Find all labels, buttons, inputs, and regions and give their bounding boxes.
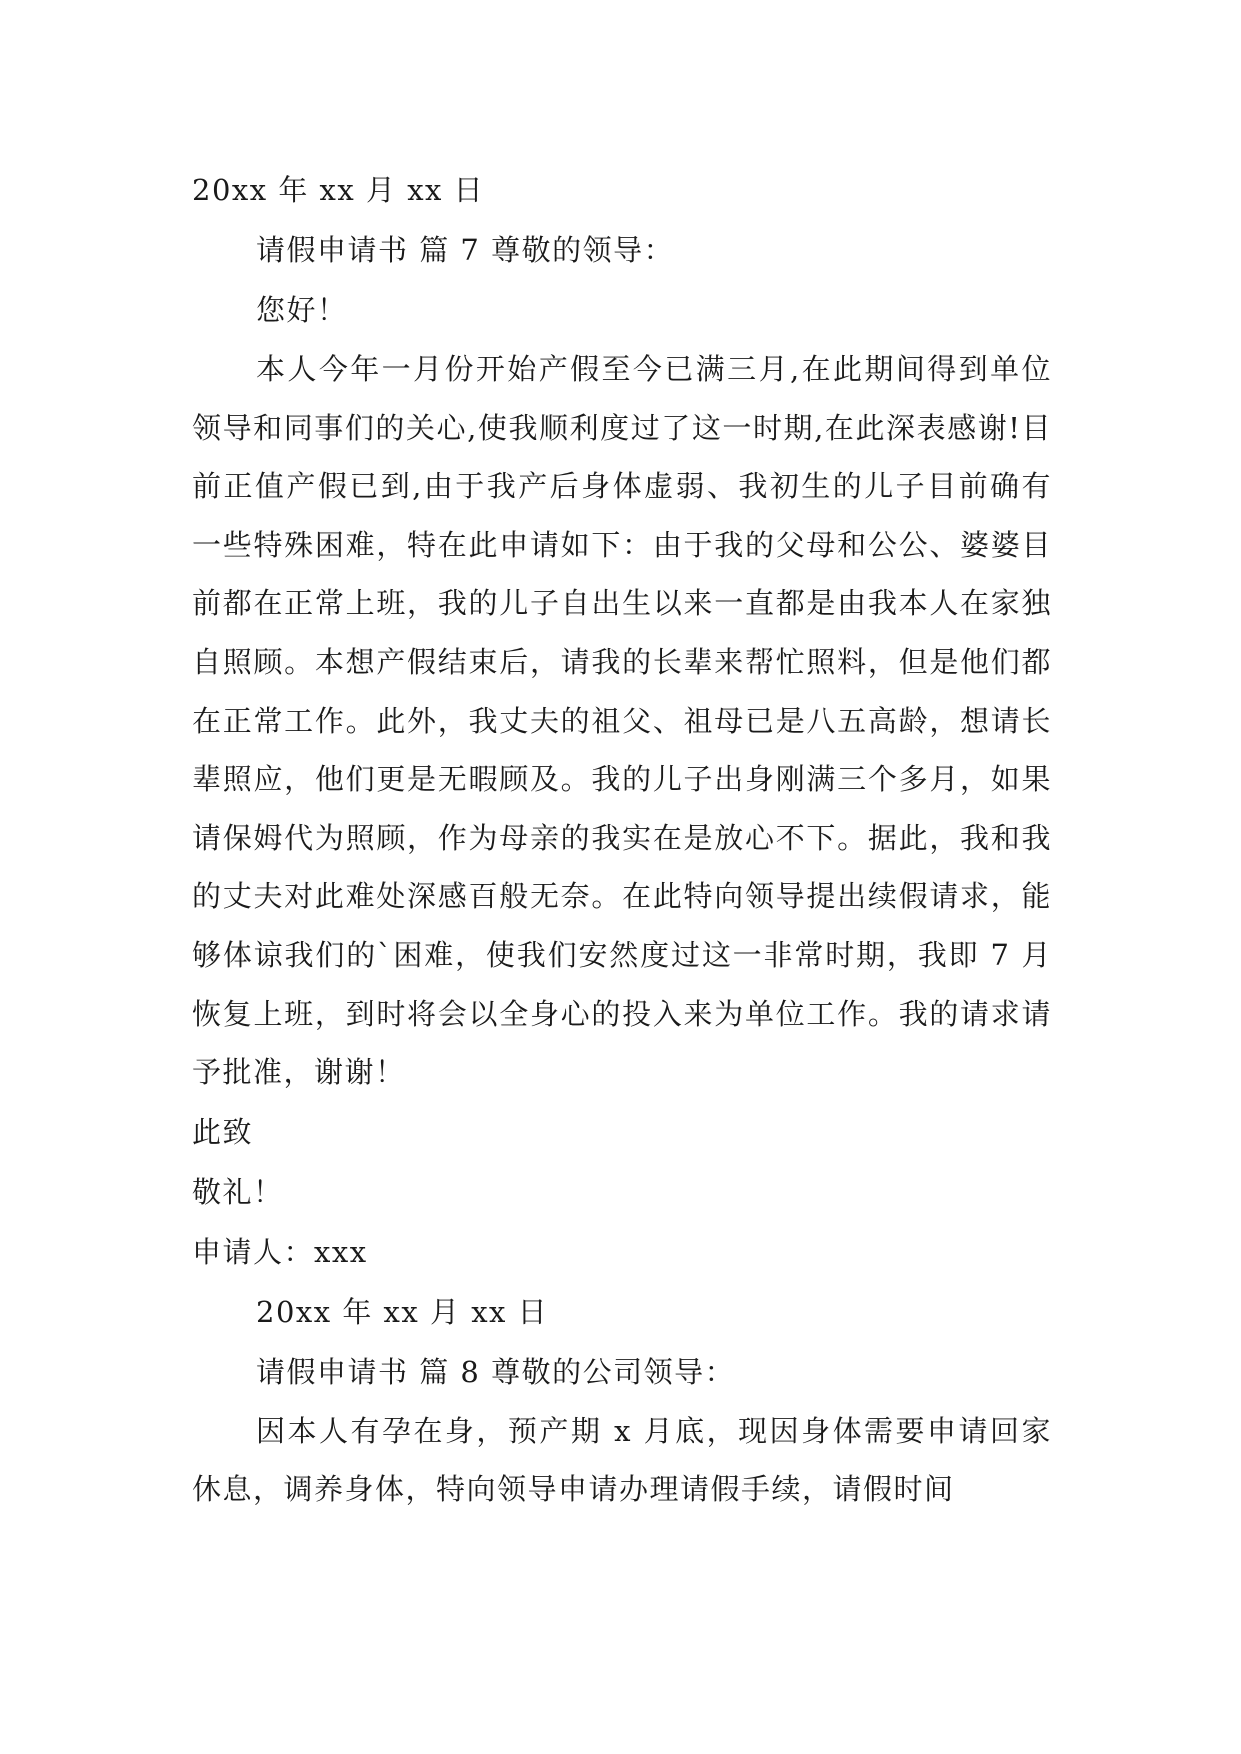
date-top: 20xx 年 xx 月 xx 日 xyxy=(192,173,485,207)
letter-7-date: 20xx 年 xx 月 xx 日 xyxy=(256,1294,549,1329)
letter-7-body: 本人今年一月份开始产假至今已满三月,在此期间得到单位领导和同事们的关心,使我顺利度过了这一时期,在此深表感谢!目前正值产假已到,由于我产后身体虚弱、我初生的儿子目前确有一些特殊困难，特在此申请如下：由于我的父母和公公、婆婆目前都在正常上班，我的儿子自出生以来一直都是由我本人在家独自照顾。本想产假结束后，请我的长辈来帮忙照料，但是他们都在正常工作。此外，我丈夫的祖父、祖母已是八五高龄，想请长辈照应，他们更是无暇顾及。我的儿子出身刚满三个多月，如果请保姆代为照顾，作为母亲的我实在是放心不下。据此，我和我的丈夫对此难处深感百般无奈。在此特向领导提出续假请求，能够体谅我们的`困难，使我们安然度过这一非常时期，我即 7 月恢复上班，到时将会以全身心的投入来为单位工作。我的请求请予批准，谢谢！ xyxy=(192,352,1052,1090)
letter-8-body: 因本人有孕在身，预产期 x 月底，现因身体需要申请回家休息，调养身体，特向领导申请办理请假手续，请假时间 xyxy=(192,1413,1052,1507)
applicant-signature: 申请人：xxx xyxy=(192,1234,368,1269)
greeting: 您好！ xyxy=(256,293,348,327)
document-text xyxy=(192,160,1052,1519)
closing-salutation: 此致 xyxy=(192,1114,254,1149)
closing-regards: 敬礼！ xyxy=(192,1174,284,1209)
letter-7-heading: 请假申请书 篇 7 尊敬的领导： xyxy=(256,233,675,267)
letter-8-heading: 请假申请书 篇 8 尊敬的公司领导： xyxy=(256,1354,736,1389)
